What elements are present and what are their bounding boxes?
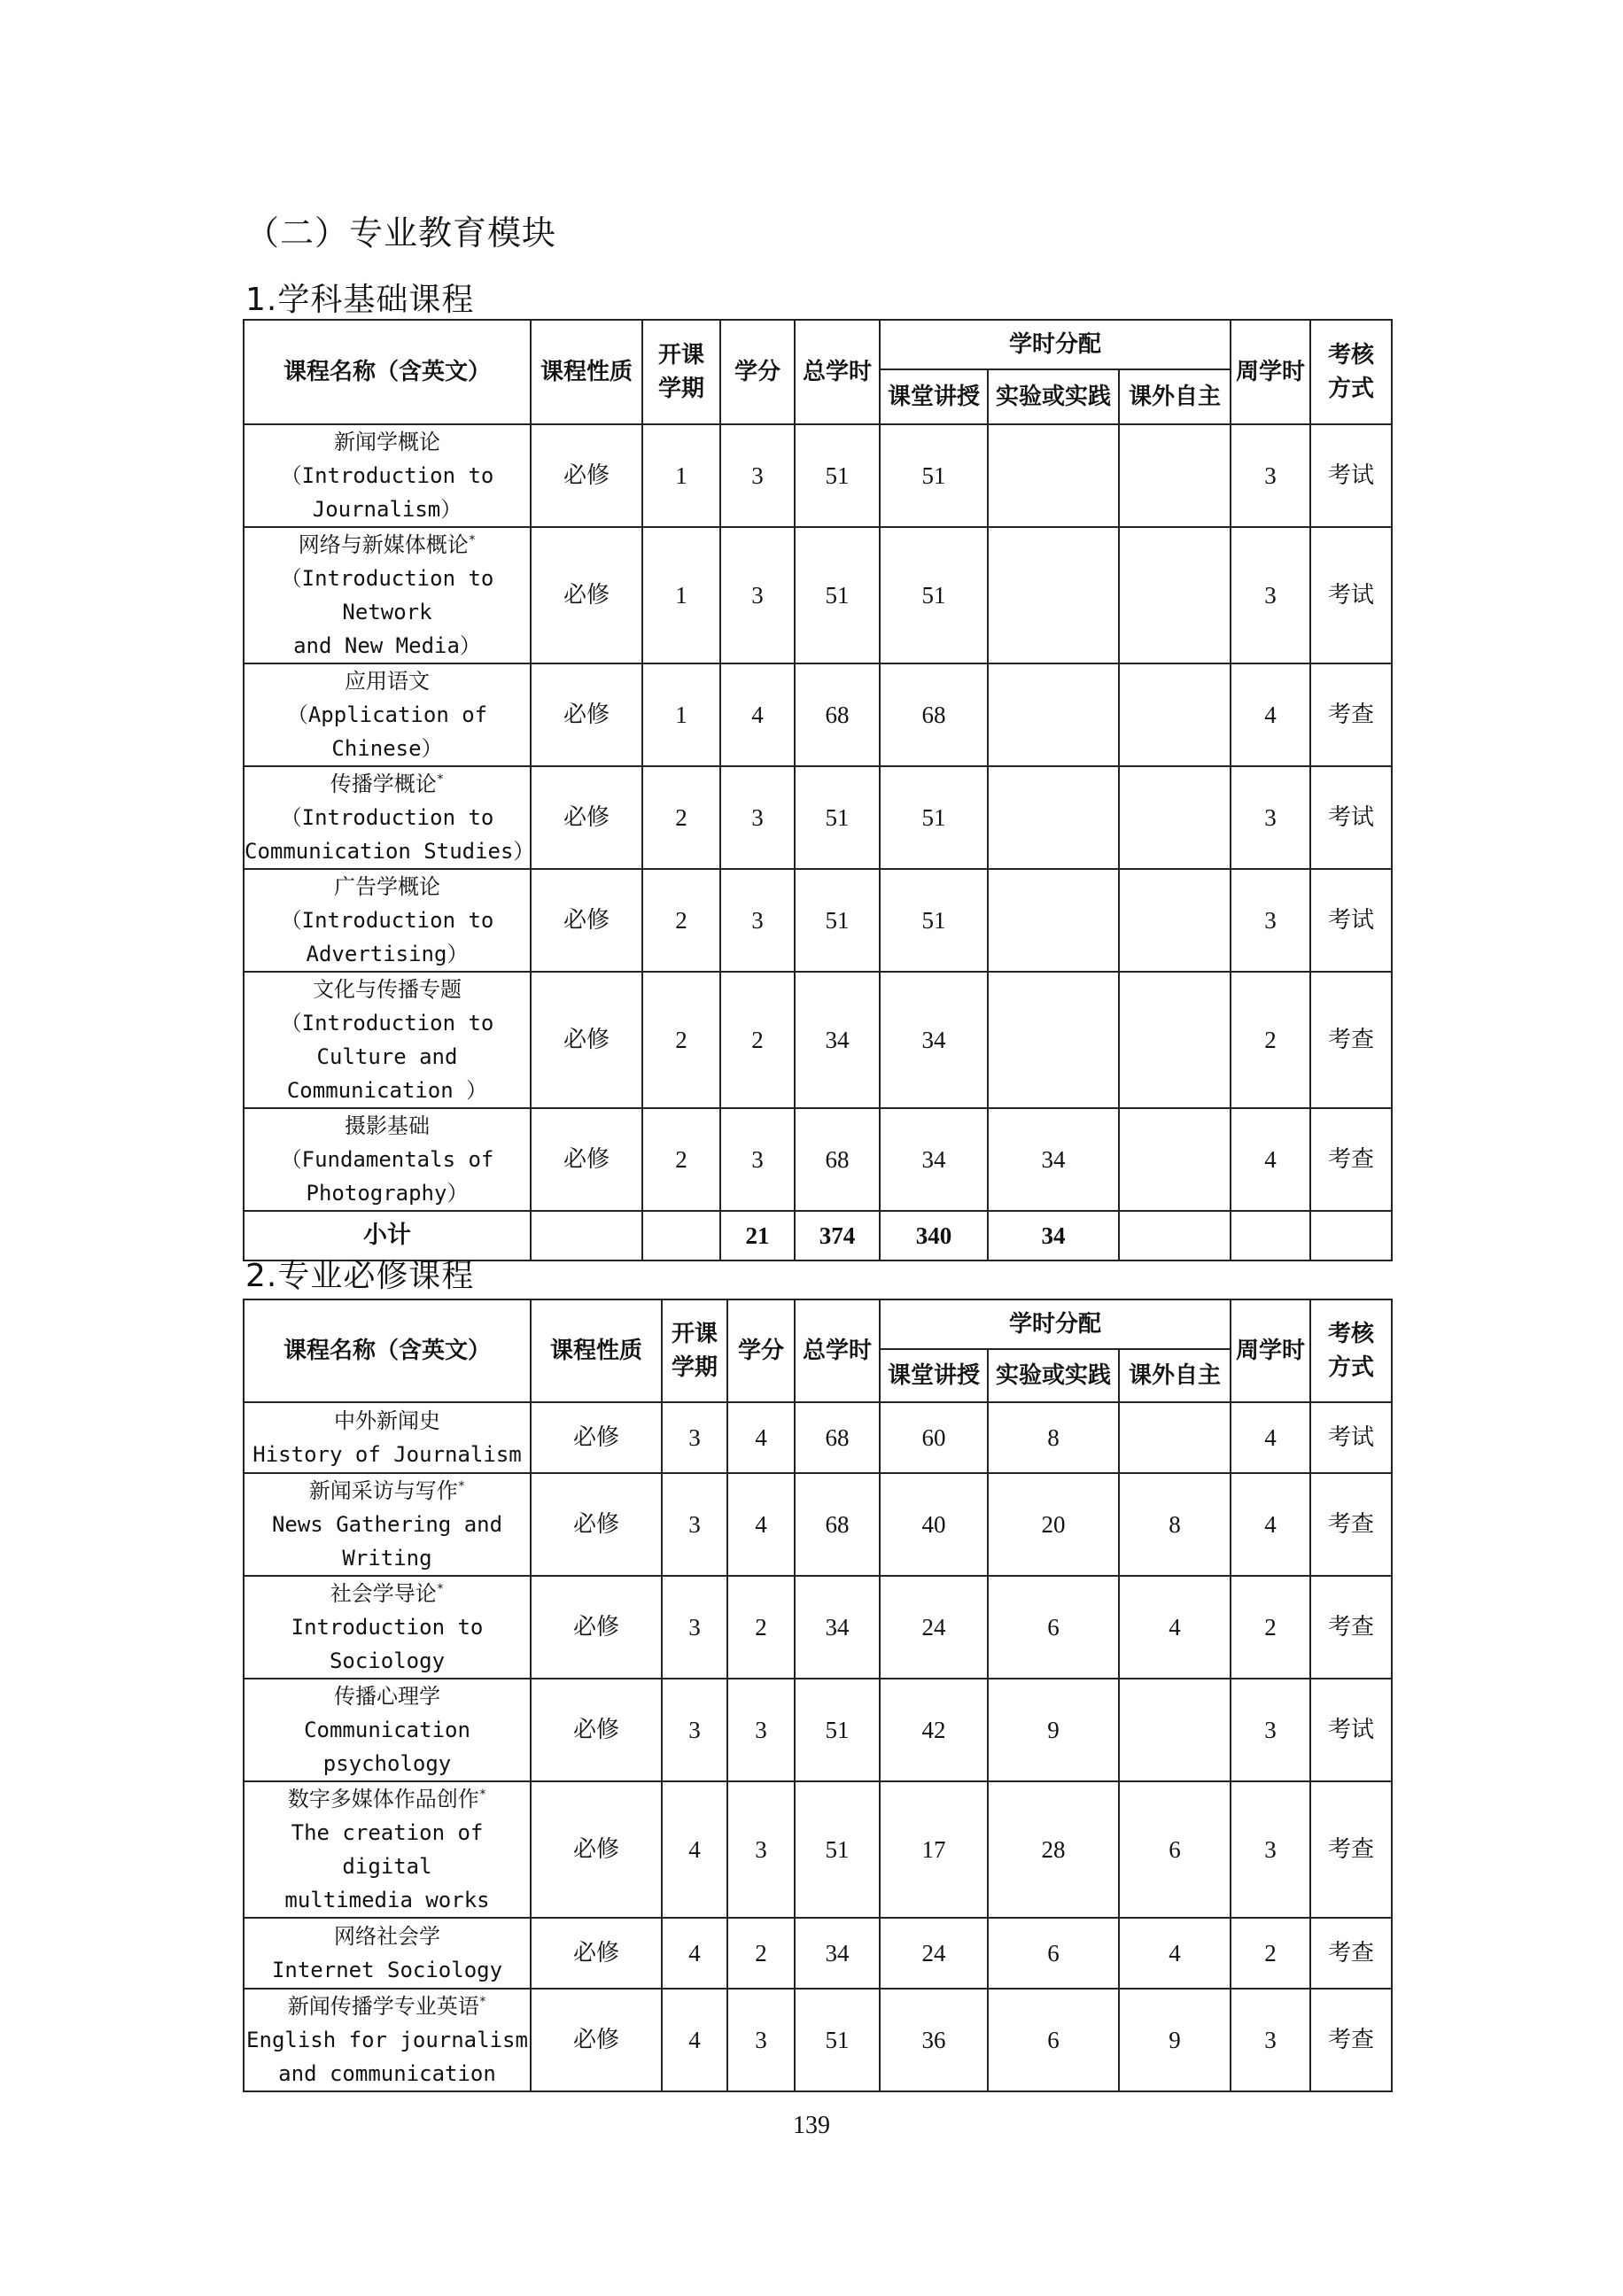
credit-cell: 3 [727, 1679, 795, 1781]
core-course-star: * [457, 1479, 466, 1493]
course-name-en: and New Media） [293, 633, 481, 658]
lab-hours-cell [988, 766, 1119, 869]
lecture-hours-cell: 34 [880, 1108, 988, 1211]
total-hours-cell: 68 [795, 1402, 880, 1473]
course-name-cell [244, 766, 535, 869]
semester-cell: 2 [642, 869, 720, 972]
exam-method-cell: 考查 [1310, 972, 1392, 1108]
section-title: （二）专业教育模块 [245, 213, 557, 252]
table-row [244, 527, 1392, 663]
lecture-hours-cell: 36 [880, 1989, 988, 2091]
course-nature-cell: 必修 [531, 1576, 662, 1679]
course-name-cell [244, 663, 531, 766]
self-study-hours-cell [1119, 663, 1231, 766]
empty-cell [1119, 1211, 1231, 1260]
empty-cell [531, 1211, 642, 1260]
course-name-cell [244, 527, 531, 663]
course-name-en: History of Journalism [252, 1442, 522, 1467]
exam-method-cell: 考查 [1310, 1473, 1392, 1576]
weekly-hours-cell: 2 [1231, 1918, 1310, 1989]
course-name-cn: 广告学概论 [334, 874, 440, 899]
weekly-hours-cell: 4 [1231, 1473, 1310, 1576]
table-row [244, 1679, 1392, 1781]
header-exam-method: 考核 方式 [1310, 1299, 1392, 1402]
course-name-en: Culture and [316, 1044, 458, 1069]
course-nature-cell: 必修 [531, 1679, 662, 1781]
course-name-en: （Introduction to [280, 908, 494, 933]
lab-hours-cell: 8 [988, 1402, 1119, 1473]
semester-cell: 3 [662, 1473, 727, 1576]
lecture-hours-cell: 42 [880, 1679, 988, 1781]
lecture-hours-cell: 51 [880, 766, 988, 869]
self-study-hours-cell: 6 [1119, 1781, 1231, 1918]
exam-method-cell: 考查 [1310, 1108, 1392, 1211]
weekly-hours-cell: 4 [1231, 1402, 1310, 1473]
header-semester: 开课 学期 [642, 320, 720, 424]
self-study-hours-cell [1119, 972, 1231, 1108]
course-nature-cell: 必修 [531, 1989, 662, 2091]
subsection-title-major-required: 2.专业必修课程 [245, 1258, 475, 1294]
semester-cell: 1 [642, 663, 720, 766]
course-name-cell [244, 972, 531, 1108]
course-name-en: Internet Sociology [271, 1958, 503, 1982]
course-name-en: Communication ） [286, 1078, 488, 1103]
subsection-title-basic-courses: 1.学科基础课程 [245, 282, 475, 318]
semester-cell: 4 [662, 1781, 727, 1918]
subtotal-total-hours: 374 [795, 1211, 880, 1260]
subtotal-lab-hours: 34 [988, 1211, 1119, 1260]
course-name-en: Communication [304, 1718, 470, 1742]
lecture-hours-cell: 68 [880, 663, 988, 766]
course-name-en: News Gathering and [271, 1512, 503, 1537]
credit-cell: 4 [720, 663, 795, 766]
lecture-hours-cell: 40 [880, 1473, 988, 1576]
course-name-en: Sociology [329, 1648, 446, 1673]
header-self-study: 课外自主 [1119, 1349, 1231, 1402]
subtotal-credit: 21 [720, 1211, 795, 1260]
semester-cell: 3 [662, 1679, 727, 1781]
lab-hours-cell: 6 [988, 1576, 1119, 1679]
course-name-en: Introduction to [291, 1615, 484, 1640]
header-lab-practice: 实验或实践 [988, 369, 1119, 424]
course-name-cn: 应用语文 [345, 669, 430, 694]
self-study-hours-cell [1119, 1402, 1231, 1473]
course-nature-cell: 必修 [531, 1108, 642, 1211]
header-weekly-hours: 周学时 [1231, 1299, 1310, 1402]
total-hours-cell: 51 [795, 1781, 880, 1918]
lecture-hours-cell: 24 [880, 1918, 988, 1989]
lecture-hours-cell: 34 [880, 972, 988, 1108]
credit-cell: 3 [727, 1781, 795, 1918]
core-course-star: * [436, 1582, 445, 1596]
course-name-en: psychology [322, 1751, 452, 1776]
total-hours-cell: 51 [795, 527, 880, 663]
lab-hours-cell [988, 663, 1119, 766]
self-study-hours-cell [1119, 869, 1231, 972]
total-hours-cell: 34 [795, 972, 880, 1108]
total-hours-cell: 34 [795, 1918, 880, 1989]
table-row [244, 1989, 1392, 2091]
course-name-cell [244, 1108, 531, 1211]
exam-method-cell: 考查 [1310, 663, 1392, 766]
weekly-hours-cell: 3 [1231, 766, 1310, 869]
exam-method-cell: 考查 [1310, 1781, 1392, 1918]
lab-hours-cell [988, 424, 1119, 527]
lab-hours-cell [988, 972, 1119, 1108]
semester-cell: 4 [662, 1918, 727, 1989]
lecture-hours-cell: 51 [880, 527, 988, 663]
weekly-hours-cell: 3 [1231, 869, 1310, 972]
total-hours-cell: 51 [795, 869, 880, 972]
credit-cell: 3 [720, 869, 795, 972]
course-nature-cell: 必修 [531, 1473, 662, 1576]
empty-cell [1231, 1211, 1310, 1260]
weekly-hours-cell: 3 [1231, 527, 1310, 663]
header-exam-method: 考核 方式 [1310, 320, 1392, 424]
header-course-nature: 课程性质 [531, 320, 642, 424]
lab-hours-cell: 6 [988, 1918, 1119, 1989]
course-nature-cell: 必修 [531, 663, 642, 766]
course-name-cn: 社会学导论* [330, 1581, 445, 1606]
exam-method-cell: 考查 [1310, 1576, 1392, 1679]
table-row [244, 869, 1392, 972]
course-name-en: Advertising） [306, 942, 469, 966]
lab-hours-cell: 34 [988, 1108, 1119, 1211]
semester-cell: 1 [642, 527, 720, 663]
weekly-hours-cell: 4 [1231, 663, 1310, 766]
semester-cell: 2 [642, 1108, 720, 1211]
course-nature-cell: 必修 [531, 766, 642, 869]
table-row [244, 1781, 1392, 1918]
header-course-name: 课程名称（含英文） [244, 320, 531, 424]
lecture-hours-cell: 60 [880, 1402, 988, 1473]
semester-cell: 3 [662, 1402, 727, 1473]
course-nature-cell: 必修 [531, 869, 642, 972]
lecture-hours-cell: 24 [880, 1576, 988, 1679]
header-weekly-hours: 周学时 [1231, 320, 1310, 424]
course-name-cn: 中外新闻史 [334, 1408, 440, 1433]
header-credit: 学分 [720, 320, 795, 424]
empty-cell [642, 1211, 720, 1260]
self-study-hours-cell [1119, 527, 1231, 663]
course-name-cn: 网络与新媒体概论* [298, 532, 477, 557]
header-hour-distribution: 学时分配 [880, 320, 1231, 369]
total-hours-cell: 68 [795, 663, 880, 766]
empty-cell [1310, 1211, 1392, 1260]
course-name-cn: 数字多媒体作品创作* [287, 1787, 487, 1811]
course-name-en: and communication [278, 2061, 496, 2086]
course-name-en: （Introduction to [280, 805, 494, 830]
course-name-en: （Introduction to [280, 1011, 494, 1036]
table-row [244, 1918, 1392, 1989]
exam-method-cell: 考试 [1310, 527, 1392, 663]
header-total-hours: 总学时 [795, 1299, 880, 1402]
course-name-cn: 传播心理学 [334, 1684, 440, 1709]
self-study-hours-cell: 4 [1119, 1918, 1231, 1989]
exam-method-cell: 考试 [1310, 424, 1392, 527]
course-name-cn: 文化与传播专题 [313, 977, 462, 1002]
course-name-cell [244, 424, 531, 527]
table-row [244, 424, 1392, 527]
course-name-cell [244, 1402, 531, 1473]
lab-hours-cell: 20 [988, 1473, 1119, 1576]
course-name-cell [244, 1918, 531, 1989]
table-row [244, 1576, 1392, 1679]
exam-method-cell: 考试 [1310, 766, 1392, 869]
lecture-hours-cell: 17 [880, 1781, 988, 1918]
weekly-hours-cell: 3 [1231, 424, 1310, 527]
course-name-en: （Introduction to [280, 463, 494, 488]
core-course-star: * [436, 772, 445, 787]
semester-cell: 1 [642, 424, 720, 527]
core-course-star: * [468, 533, 477, 547]
course-name-cell [244, 869, 531, 972]
course-name-cn: 网络社会学 [334, 1924, 440, 1949]
weekly-hours-cell: 3 [1231, 1989, 1310, 2091]
lab-hours-cell [988, 527, 1119, 663]
table-row [244, 1473, 1392, 1576]
total-hours-cell: 68 [795, 1473, 880, 1576]
course-nature-cell: 必修 [531, 1402, 662, 1473]
weekly-hours-cell: 3 [1231, 1781, 1310, 1918]
course-name-en: Journalism） [312, 497, 462, 522]
course-name-cell [244, 1679, 531, 1781]
header-lecture: 课堂讲授 [880, 369, 988, 424]
table-row [244, 663, 1392, 766]
total-hours-cell: 51 [795, 1679, 880, 1781]
credit-cell: 2 [727, 1576, 795, 1679]
course-name-cn: 传播学概论* [330, 772, 445, 796]
credit-cell: 3 [720, 527, 795, 663]
course-name-cn: 摄影基础 [345, 1113, 430, 1138]
weekly-hours-cell: 2 [1231, 972, 1310, 1108]
credit-cell: 3 [720, 766, 795, 869]
lab-hours-cell: 9 [988, 1679, 1119, 1781]
course-name-cn: 新闻采访与写作* [308, 1478, 466, 1503]
course-name-cell [244, 1781, 531, 1918]
table-row [244, 1402, 1392, 1473]
credit-cell: 2 [720, 972, 795, 1108]
subtotal-label: 小计 [244, 1211, 531, 1260]
credit-cell: 4 [727, 1473, 795, 1576]
course-name-en: Writing [342, 1546, 432, 1571]
self-study-hours-cell [1119, 1108, 1231, 1211]
table-row [244, 766, 1392, 869]
lab-hours-cell: 28 [988, 1781, 1119, 1918]
semester-cell: 2 [642, 766, 720, 869]
course-name-en: Photography） [306, 1181, 469, 1206]
basic-courses-table [243, 319, 1393, 1261]
header-semester: 开课 学期 [662, 1299, 727, 1402]
self-study-hours-cell [1119, 1679, 1231, 1781]
semester-cell: 4 [662, 1989, 727, 2091]
credit-cell: 3 [720, 1108, 795, 1211]
course-name-en: multimedia works [284, 1888, 490, 1912]
course-name-cell [244, 1576, 531, 1679]
course-nature-cell: 必修 [531, 1918, 662, 1989]
self-study-hours-cell: 9 [1119, 1989, 1231, 2091]
self-study-hours-cell: 4 [1119, 1576, 1231, 1679]
exam-method-cell: 考试 [1310, 1679, 1392, 1781]
header-hour-distribution: 学时分配 [880, 1299, 1231, 1349]
core-course-star: * [478, 1788, 487, 1802]
course-name-cell [244, 1473, 531, 1576]
exam-method-cell: 考查 [1310, 1989, 1392, 2091]
course-name-en: （Application of [286, 702, 488, 727]
header-lab-practice: 实验或实践 [988, 1349, 1119, 1402]
course-name-en: Communication Studies） [245, 839, 535, 864]
total-hours-cell: 51 [795, 424, 880, 527]
course-nature-cell: 必修 [531, 1781, 662, 1918]
course-name-cell [244, 1989, 531, 2091]
semester-cell: 2 [642, 972, 720, 1108]
major-required-table [243, 1299, 1393, 2092]
course-name-cn: 新闻学概论 [334, 430, 440, 454]
credit-cell: 4 [727, 1402, 795, 1473]
weekly-hours-cell: 2 [1231, 1576, 1310, 1679]
total-hours-cell: 51 [795, 1989, 880, 2091]
total-hours-cell: 68 [795, 1108, 880, 1211]
course-nature-cell: 必修 [531, 424, 642, 527]
weekly-hours-cell: 4 [1231, 1108, 1310, 1211]
exam-method-cell: 考试 [1310, 869, 1392, 972]
lab-hours-cell [988, 869, 1119, 972]
course-name-en: Chinese） [331, 736, 443, 761]
header-course-nature: 课程性质 [531, 1299, 662, 1402]
header-self-study: 课外自主 [1119, 369, 1231, 424]
course-nature-cell: 必修 [531, 972, 642, 1108]
credit-cell: 2 [727, 1918, 795, 1989]
table-row [244, 1108, 1392, 1211]
lab-hours-cell: 6 [988, 1989, 1119, 2091]
header-credit: 学分 [727, 1299, 795, 1402]
credit-cell: 3 [720, 424, 795, 527]
table-row [244, 972, 1392, 1108]
header-total-hours: 总学时 [795, 320, 880, 424]
core-course-star: * [478, 1995, 487, 2009]
course-name-cn: 新闻传播学专业英语* [287, 1994, 487, 2019]
self-study-hours-cell [1119, 766, 1231, 869]
total-hours-cell: 34 [795, 1576, 880, 1679]
exam-method-cell: 考试 [1310, 1402, 1392, 1473]
course-name-en: English for journalism [246, 2028, 528, 2052]
header-course-name: 课程名称（含英文） [244, 1299, 531, 1402]
header-lecture: 课堂讲授 [880, 1349, 988, 1402]
self-study-hours-cell: 8 [1119, 1473, 1231, 1576]
weekly-hours-cell: 3 [1231, 1679, 1310, 1781]
total-hours-cell: 51 [795, 766, 880, 869]
semester-cell: 3 [662, 1576, 727, 1679]
exam-method-cell: 考查 [1310, 1918, 1392, 1989]
subtotal-lecture-hours: 340 [880, 1211, 988, 1260]
course-name-en: （Fundamentals of [280, 1147, 494, 1172]
credit-cell: 3 [727, 1989, 795, 2091]
course-nature-cell: 必修 [531, 527, 642, 663]
self-study-hours-cell [1119, 424, 1231, 527]
page-number: 139 [793, 2112, 830, 2139]
course-name-en: The creation of digital [291, 1820, 484, 1879]
lecture-hours-cell: 51 [880, 869, 988, 972]
course-name-en: （Introduction to Network [280, 566, 494, 624]
lecture-hours-cell: 51 [880, 424, 988, 527]
